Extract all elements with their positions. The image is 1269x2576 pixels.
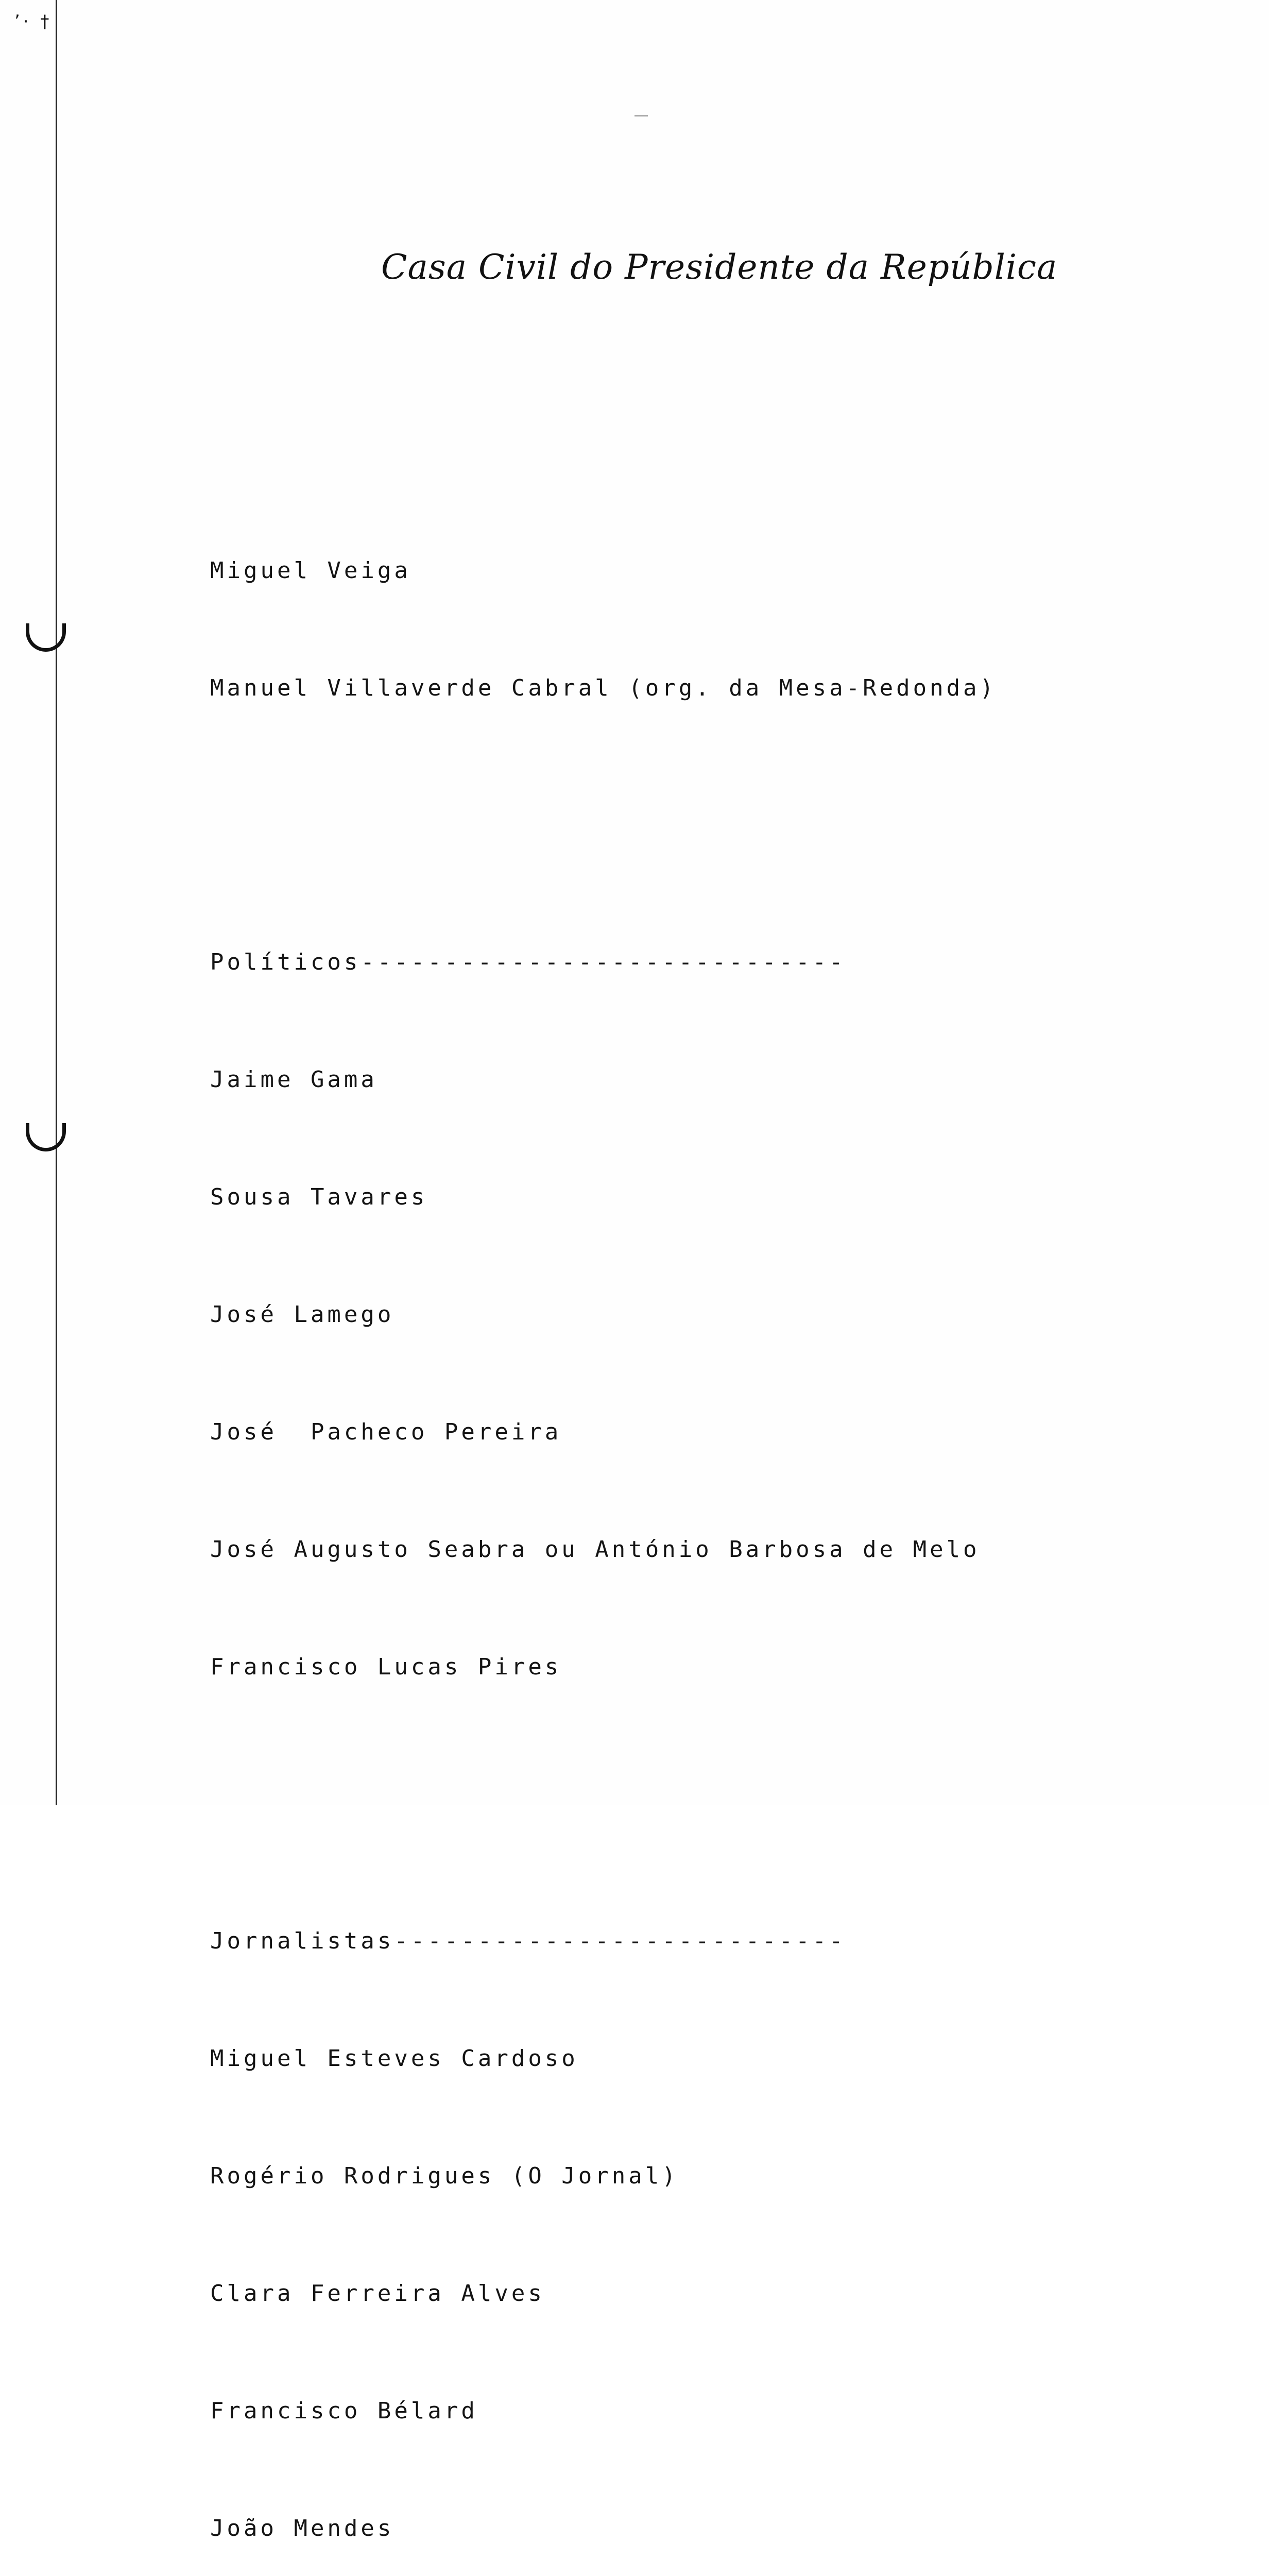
list-item: José Augusto Seabra ou António Barbosa de Melo [210,1536,980,1563]
scan-margin-line [56,0,57,1805]
list-item: Rogério Rodrigues (O Jornal) [210,2163,679,2189]
section-heading-politicos: Políticos----------------------------- [210,949,846,975]
intro-line: Manuel Villaverde Cabral (org. da Mesa-Redonda) [210,675,997,701]
list-item: Miguel Esteves Cardoso [210,2045,578,2072]
list-item: Clara Ferreira Alves [210,2280,545,2307]
guest-list [210,473,1086,2576]
punch-hole-mark [26,623,66,652]
list-item: Sousa Tavares [210,1184,428,1210]
letterhead: Casa Civil do Presidente da República [381,247,1058,287]
section-heading-jornalistas: Jornalistas--------------------------- [210,1928,846,1954]
intro-line: Miguel Veiga [210,557,411,584]
list-item: Jaime Gama [210,1066,378,1093]
list-item: João Mendes [210,2515,395,2541]
list-item: José Lamego [210,1301,395,1328]
stray-mark [634,115,648,116]
list-item: Francisco Bélard [210,2398,478,2424]
corner-scan-mark: ʼ· † [14,11,53,32]
list-item: José Pacheco Pereira [210,1419,562,1445]
list-item: Francisco Lucas Pires [210,1654,562,1680]
punch-hole-mark [26,1123,66,1151]
